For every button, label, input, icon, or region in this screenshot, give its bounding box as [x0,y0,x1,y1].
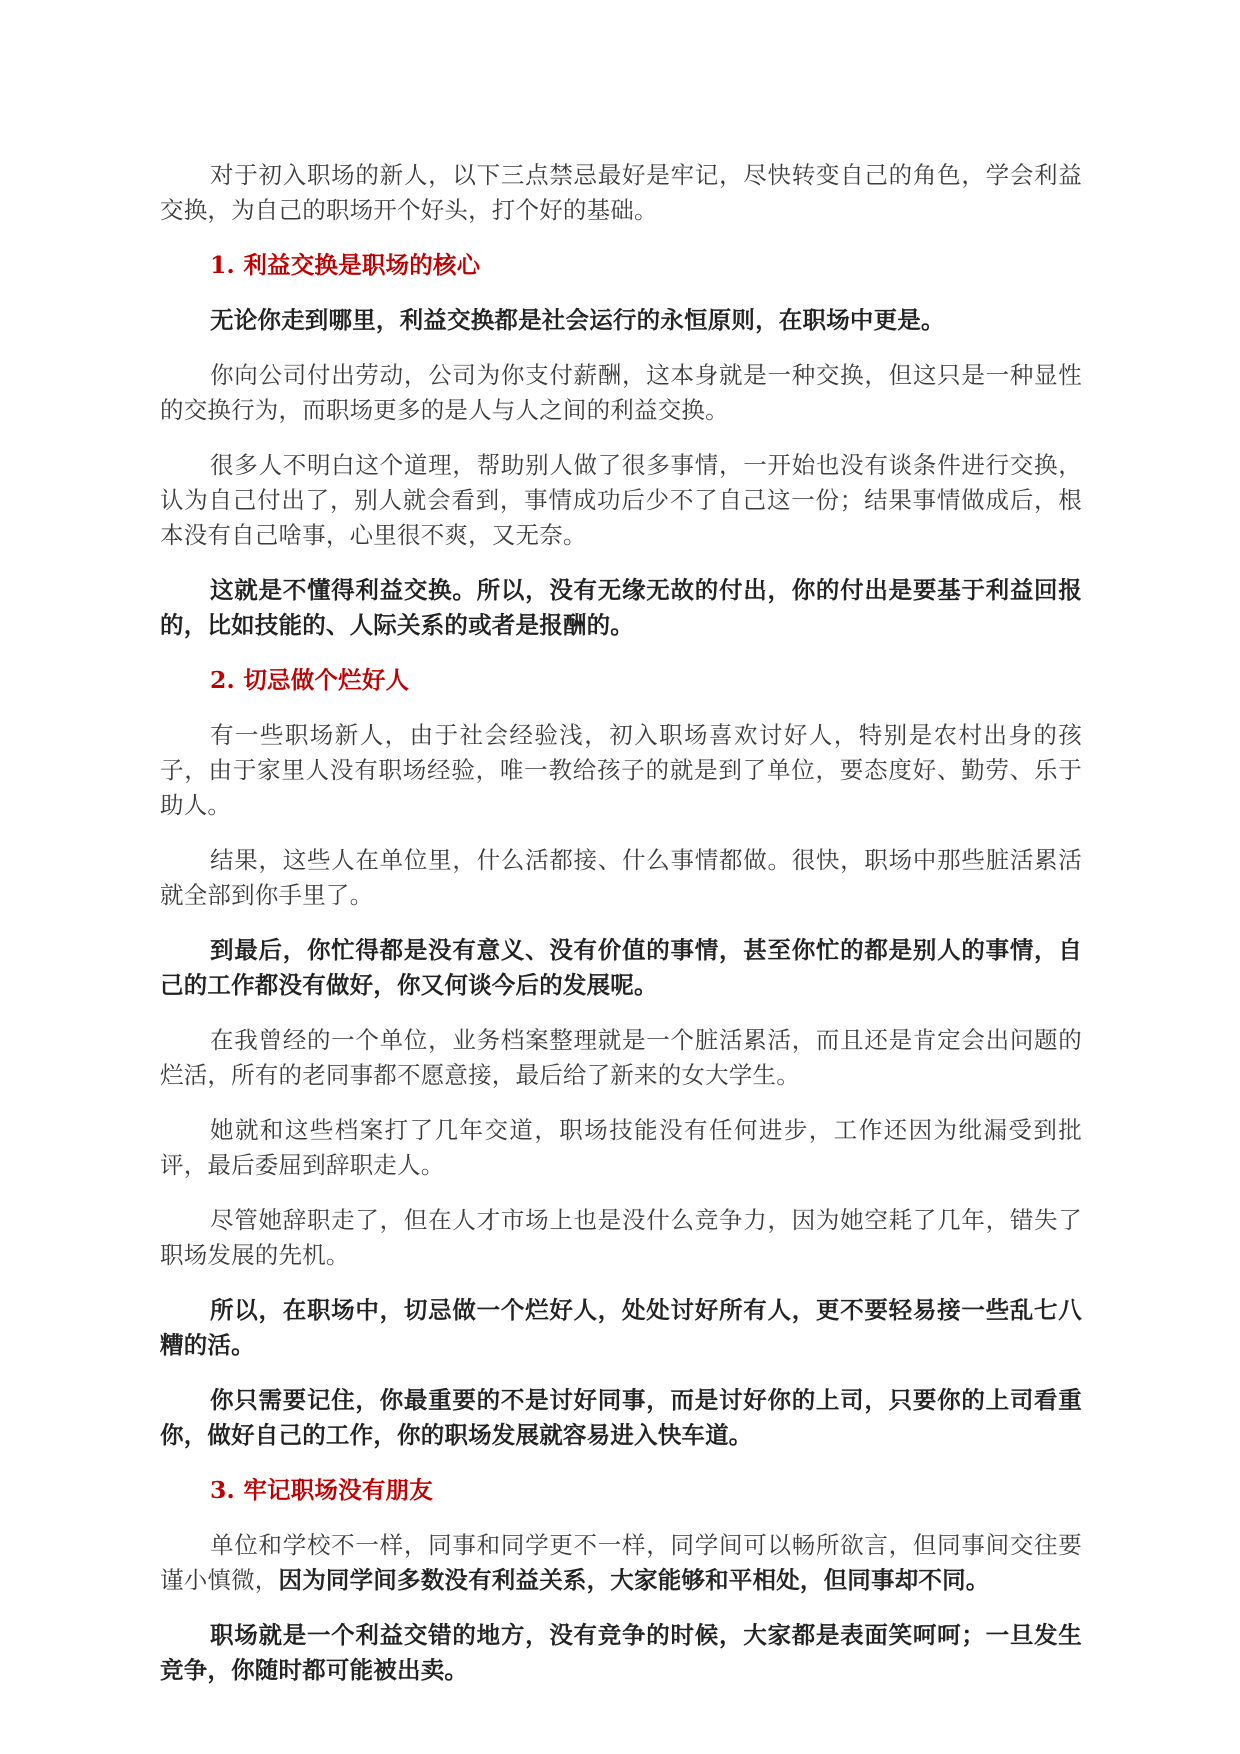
key-point: 这就是不懂得利益交换。所以，没有无缘无故的付出，你的付出是要基于利益回报的，比如技能的、人际关系的或者是报酬的。 [160,576,1082,639]
document-page [160,158,1082,1708]
body-paragraph: 在我曾经的一个单位，业务档案整理就是一个脏活累活，而且还是肯定会出问题的烂活，所有的老同事都不愿意接，最后给了新来的女大学生。 [160,1026,1082,1089]
key-point: 所以，在职场中，切忌做一个烂好人，处处讨好所有人，更不要轻易接一些乱七八糟的活。 [160,1296,1082,1359]
key-point: 你只需要记住，你最重要的不是讨好同事，而是讨好你的上司，只要你的上司看重你，做好自己的工作，你的职场发展就容易进入快车道。 [160,1386,1082,1449]
section-heading-2: 2. 切忌做个烂好人 [210,666,410,694]
key-point: 无论你走到哪里，利益交换都是社会运行的永恒原则，在职场中更是。 [210,306,945,334]
mixed-paragraph [160,1528,1082,1598]
body-paragraph: 她就和这些档案打了几年交道，职场技能没有任何进步，工作还因为纰漏受到批评，最后委屈到辞职走人。 [160,1116,1082,1179]
body-paragraph: 很多人不明白这个道理，帮助别人做了很多事情，一开始也没有谈条件进行交换，认为自己付出了，别人就会看到，事情成功后少不了自己这一份；结果事情做成后，根本没有自己啥事，心里很不爽，又无奈。 [160,451,1082,549]
key-point: 职场就是一个利益交错的地方，没有竞争的时候，大家都是表面笑呵呵；一旦发生竞争，你随时都可能被出卖。 [160,1621,1082,1684]
body-paragraph: 你向公司付出劳动，公司为你支付薪酬，这本身就是一种交换，但这只是一种显性的交换行为，而职场更多的是人与人之间的利益交换。 [160,361,1082,424]
paragraph-bold-tail: 因为同学间多数没有利益关系，大家能够和平相处，但同事却不同。 [278,1566,990,1594]
body-paragraph: 有一些职场新人，由于社会经验浅，初入职场喜欢讨好人，特别是农村出身的孩子，由于家里人没有职场经验，唯一教给孩子的就是到了单位，要态度好、勤劳、乐于助人。 [160,721,1082,819]
intro-paragraph: 对于初入职场的新人，以下三点禁忌最好是牢记，尽快转变自己的角色，学会利益交换，为自己的职场开个好头，打个好的基础。 [160,161,1082,224]
body-paragraph: 结果，这些人在单位里，什么活都接、什么事情都做。很快，职场中那些脏活累活就全部到你手里了。 [160,846,1082,909]
section-heading-3: 3. 牢记职场没有朋友 [210,1476,433,1504]
section-heading-1: 1. 利益交换是职场的核心 [210,251,481,279]
body-paragraph: 尽管她辞职走了，但在人才市场上也是没什么竞争力，因为她空耗了几年，错失了职场发展的先机。 [160,1206,1082,1269]
paragraph-lead-text: 单位和学校不一样，同事和同学更不一样，同学间可以畅所欲言，但同事间交往要谨小慎微， [160,1531,1082,1594]
key-point: 到最后，你忙得都是没有意义、没有价值的事情，甚至你忙的都是别人的事情，自己的工作都没有做好，你又何谈今后的发展呢。 [160,936,1082,999]
